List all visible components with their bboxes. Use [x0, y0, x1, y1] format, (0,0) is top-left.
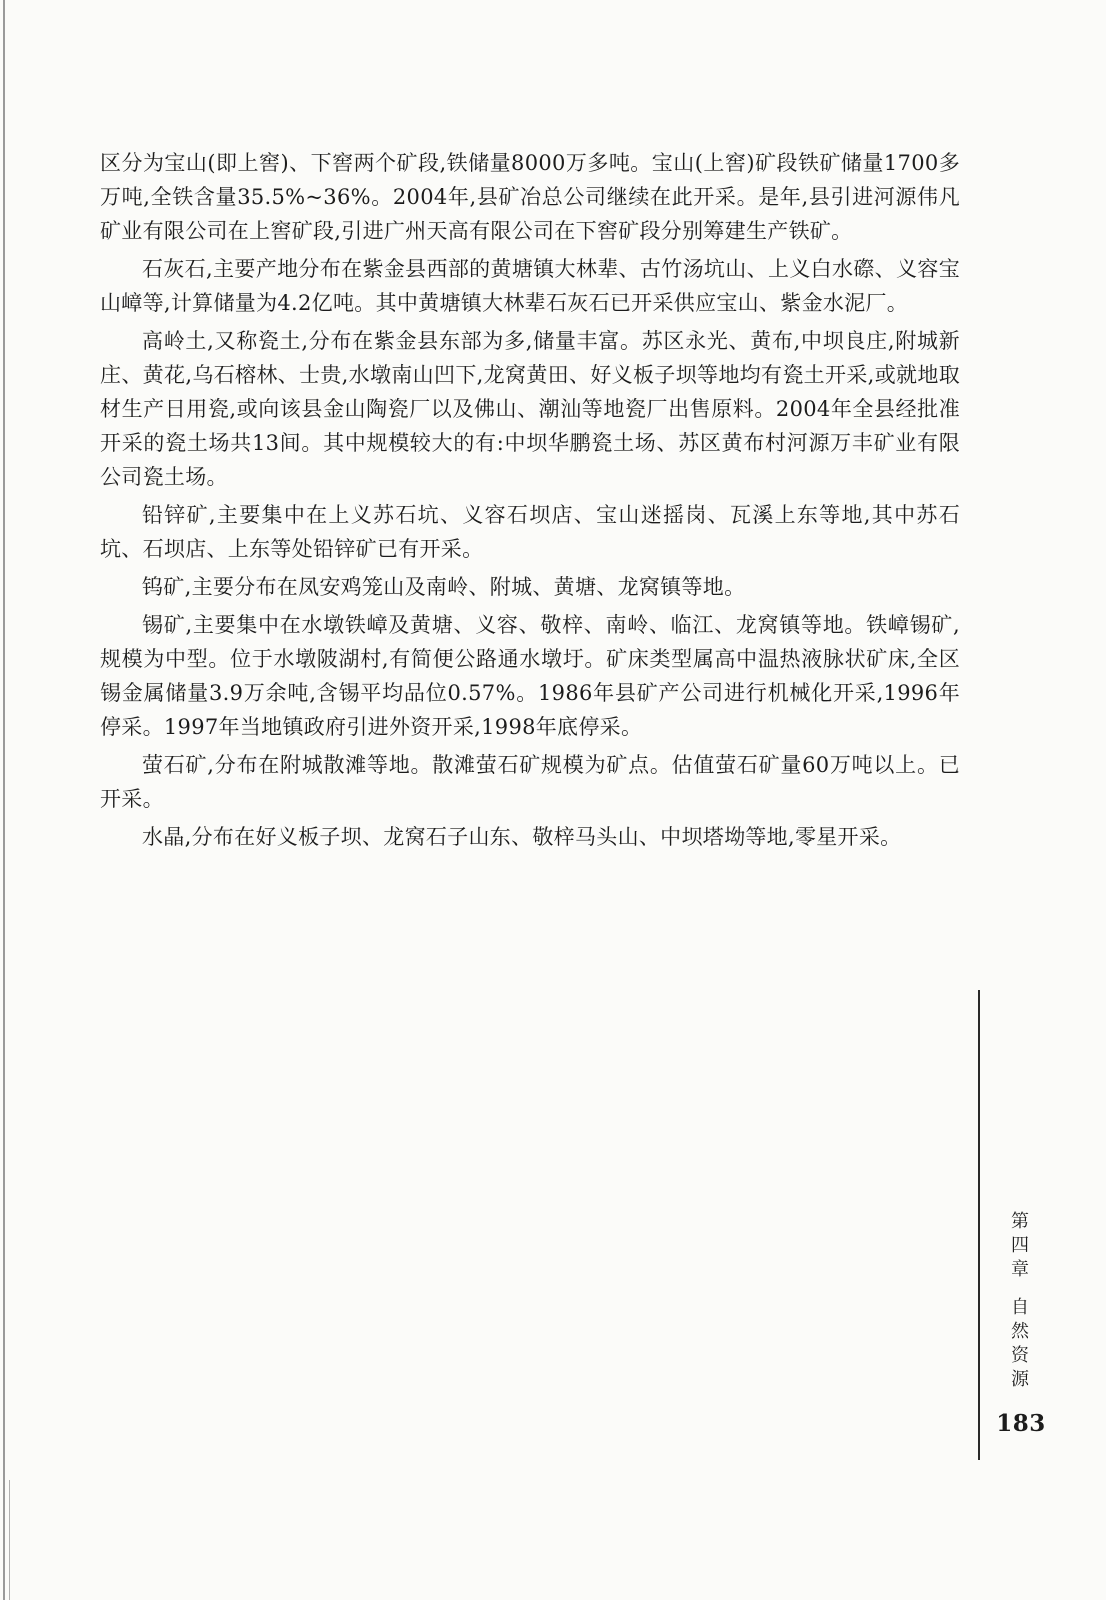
section-char: 自	[1011, 1297, 1029, 1318]
paragraph-limestone: 石灰石,主要产地分布在紫金县西部的黄塘镇大林辈、古竹汤坑山、上义白水磜、义容宝山嶂等,计算储量为4.2亿吨。其中黄塘镇大林辈石灰石已开采供应宝山、紫金水泥厂。	[100, 257, 960, 315]
paragraph-crystal: 水晶,分布在好义板子坝、龙窝石子山东、敬梓马头山、中坝塔坳等地,零星开采。	[142, 825, 902, 849]
section-char: 源	[1011, 1369, 1029, 1390]
body-text	[100, 146, 960, 858]
paragraph-tin: 锡矿,主要集中在水墩铁嶂及黄塘、义容、敬梓、南岭、临江、龙窝镇等地。铁嶂锡矿,规模为中型。位于水墩陂湖村,有简便公路通水墩圩。矿床类型属高中温热液脉状矿床,全区锡金属储量3.9万余吨,含锡平均品位0.57%。1986年县矿产公司进行机械化开采,1996年停采。1997年当地镇政府引进外资开采,1998年底停采。	[100, 613, 960, 739]
paragraph-kaolin: 高岭土,又称瓷土,分布在紫金县东部为多,储量丰富。苏区永光、黄布,中坝良庄,附城新庄、黄花,乌石榕林、士贵,水墩南山凹下,龙窝黄田、好义板子坝等地均有瓷土开采,或就地取材生产日用瓷,或向该县金山陶瓷厂以及佛山、潮汕等地瓷厂出售原料。2004年全县经批准开采的瓷土场共13间。其中规模较大的有:中坝华鹏瓷土场、苏区黄布村河源万丰矿业有限公司瓷土场。	[100, 329, 960, 489]
chapter-char: 章	[1011, 1259, 1029, 1280]
running-header-vertical	[1000, 1210, 1040, 1392]
chapter-char: 第	[1011, 1211, 1029, 1232]
chapter-char: 四	[1011, 1235, 1029, 1256]
paragraph-iron-ore-continued: 区分为宝山(即上窖)、下窖两个矿段,铁储量8000万多吨。宝山(上窖)矿段铁矿储量1700多万吨,全铁含量35.5%~36%。2004年,县矿冶总公司继续在此开采。是年,县引进河源伟凡矿业有限公司在上窖矿段,引进广州天高有限公司在下窖矿段分别筹建生产铁矿。	[100, 151, 960, 243]
section-char: 资	[1011, 1345, 1029, 1366]
page-binding-edge-secondary	[9, 1480, 10, 1600]
paragraph-fluorite: 萤石矿,分布在附城散滩等地。散滩萤石矿规模为矿点。估值萤石矿量60万吨以上。已开采。	[100, 753, 960, 811]
page-number: 183	[996, 1410, 1046, 1437]
margin-rule	[978, 990, 980, 1460]
page-binding-edge	[3, 0, 5, 1600]
paragraph-tungsten: 钨矿,主要分布在凤安鸡笼山及南岭、附城、黄塘、龙窝镇等地。	[142, 575, 746, 599]
paragraph-lead-zinc: 铅锌矿,主要集中在上义苏石坑、义容石坝店、宝山迷摇岗、瓦溪上东等地,其中苏石坑、石坝店、上东等处铅锌矿已有开采。	[100, 503, 960, 561]
section-char: 然	[1011, 1321, 1029, 1342]
